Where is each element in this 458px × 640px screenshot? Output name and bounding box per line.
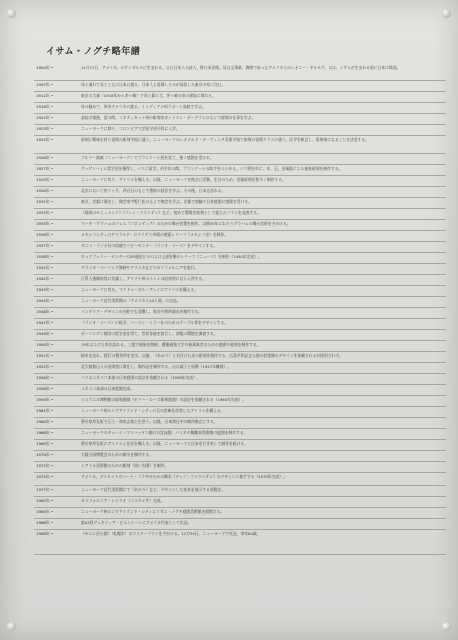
year-label: 1907年 • — [34, 81, 78, 87]
chronology-row — [34, 308, 446, 319]
year-label: 1985年 • — [34, 508, 78, 514]
event-text: 大阪万国博覧会のための噴水を制作する。 — [81, 452, 154, 457]
year-label: 1937年 • — [34, 242, 78, 248]
chronology-row — [34, 440, 446, 451]
event-text: アメリカ、デトロイトのハート・プラザのための噴水《ドッジ・ファウンテン》のデザインに着手する（1979年完成）。 — [81, 474, 287, 479]
event-text: ゼニス・ラジオ社の依頼でベビーモニター《ラジオ・ナース》をデザインする。 — [81, 243, 218, 248]
chronology-row — [34, 275, 446, 286]
chronology-row — [34, 154, 446, 165]
chronology-row — [34, 363, 446, 374]
chronology-row — [34, 209, 446, 220]
event-text: イスラエル博物館の彫刻庭園《ビリー・ローズ彫刻庭園》の設計を依頼される（1965年完成）。 — [81, 397, 247, 402]
event-text: ボーリンゲン財団の奨学金を得て、世界各地を旅行し、余暇の環境を調査する。 — [81, 331, 218, 336]
year-label: 1982年 • — [34, 497, 78, 503]
event-text: ロックフェラー・センターのAP通信ビルの入口上部を飾るレリーフ《ニュース》を制作（1940年完成）。 — [81, 254, 262, 259]
chronology-row — [34, 264, 446, 275]
chronology-row — [34, 497, 446, 508]
chronology-row — [34, 319, 446, 330]
year-label: 1947年 • — [34, 319, 78, 325]
chronology-row — [34, 508, 446, 519]
event-text: グッゲンハイム奨学金を獲得し、パリに留学。約半年の間、ブランクーシの助手をつとめる。パリ滞在中に、木、石、金属板による抽象彫刻を制作する。 — [81, 166, 343, 171]
event-text: 11月17日、アメリカ、ロサンゼルスに生まれる。父は日本人の詩人、野口米次郎。母は文筆業、教師であったアメリカ人のレオニー・ギルモア。父は、イサムが生まれる前に日本に帰国。 — [81, 65, 401, 70]
chronology-row — [34, 198, 446, 209]
event-text: ニューヨーク州ロングアイランド・シティに石の倉庫を改装したアトリエを構える。 — [81, 408, 225, 413]
chronology-row — [34, 297, 446, 308]
chronology-row — [34, 176, 446, 187]
year-label: 1923年 • — [34, 125, 78, 131]
chronology-row — [34, 385, 446, 396]
year-label: 1926年 • — [34, 154, 78, 160]
year-label: 1927年 • — [34, 165, 78, 171]
event-text: 東京、京都に滞在し、陶芸家宇野仁松のもとで陶芸を学ぶ。京都で埴輪や日本庭園に感銘を受ける。 — [81, 199, 252, 204]
event-text: ユネスコ本部の日本庭園完成。 — [81, 386, 135, 391]
year-label: 1944年 • — [34, 297, 78, 303]
year-label: 1969年 • — [34, 440, 78, 446]
event-text: 《ラジオ・ナース》に続き、ハーマン・ミラー社のためのテーブル等をデザインする。 — [81, 320, 229, 325]
event-text: カリフォルニア・シナリオ（コスタメサ）完成。 — [81, 498, 165, 503]
event-text: 香川県牟礼町で石工・和泉正敏と出会う。以後、日本滞在中の制作拠点とする。 — [81, 419, 218, 424]
page-title: イサム・ノグチ略年譜 — [46, 47, 141, 57]
chronology-row — [34, 165, 446, 176]
chronology-row — [34, 374, 446, 385]
event-text: ニューヨーク州ロングアイランド・シティにイサム・ノグチ庭園美術館を開館する。 — [81, 509, 225, 514]
year-label: 1912年 • — [34, 92, 78, 98]
chronology-row — [34, 253, 446, 264]
event-text: パリのユネスコ本部の日本庭園の設計を依頼される（1958年完成）。 — [81, 375, 201, 380]
year-label: 1931年 • — [34, 198, 78, 204]
year-label: 1941年 • — [34, 264, 78, 270]
year-label: 1938年 • — [34, 253, 78, 259]
chronology-row — [34, 220, 446, 231]
year-label: 1933年 • — [34, 209, 78, 215]
event-text: 19年ぶりに日本を訪れる。三越で個展を開催。慶應義塾大学の新萬來舎のための庭園や彫刻を制作する。 — [81, 342, 261, 347]
year-label: 1918年 • — [34, 103, 78, 109]
year-label: 1942年 • — [34, 275, 78, 281]
year-label: 1956年 • — [34, 374, 78, 380]
chronology-row — [34, 418, 446, 429]
chronology-row — [34, 530, 446, 555]
chronology-row — [34, 286, 446, 297]
year-label: 1946年 • — [34, 308, 78, 314]
chronology-row — [34, 187, 446, 198]
year-label: 1964年 • — [34, 418, 78, 424]
chronology-row — [34, 486, 446, 497]
event-text: 《モエレ沼公園》（札幌市）のマスタープランを手がける。12月30日、ニューヨークで死去。享年84歳。 — [81, 531, 261, 536]
event-text: メキシコシティのアベラルド・ロドリゲス市場の壁面レリーフ《メキシコ史》を制作。 — [81, 232, 229, 237]
chronology-row — [34, 341, 446, 352]
event-text: マーサ・グラハムのバレエ《フロンティア》のための舞台装置を制作。以後30年にわたりグラハムの舞台美術を手がける。 — [81, 221, 291, 226]
event-text: アラスカ・ベーリング海峡やアラスカなどのカリフォルニアを旅行。 — [81, 265, 199, 270]
chronology-row — [34, 242, 446, 253]
chronology-row — [34, 519, 446, 530]
year-label: 1958年 • — [34, 385, 78, 391]
year-label: 1977年 • — [34, 486, 78, 492]
event-text: 《地球のモニュメント》《プレイ・マウンテン》など、初めて環境を彫刻として捉えたプランを発表する。 — [81, 210, 261, 215]
year-label: 1970年 • — [34, 451, 78, 457]
event-text: ニューヨークに戻り、アトリエを構える。以後、ニューヨークを拠点に活動。生計のため、肖像彫刻を数多く制作する。 — [81, 177, 286, 182]
event-text: 香川県牟礼町にアトリエと住居を構える。以後、ニューヨークと日本を行き来して制作を続ける。 — [81, 441, 248, 446]
year-label: 1924年 • — [34, 136, 78, 142]
event-text: 彫刻に興味を持ち夜間の彫刻学校に通う。ニューヨークのレオナルド・ダ・ヴィンチ美術学校で彫刻の夜間クラスに通う。医学を断念し、彫刻家になることを決意する。 — [81, 137, 370, 142]
event-text: 岐阜を訪れ、提灯の製作所を見学。以後、《あかり》と名付けた光の彫刻を制作する。広島平和記念公園の慰霊碑のデザインを依頼されるが採用されず。 — [81, 353, 343, 358]
year-label: 1949年 • — [34, 330, 78, 336]
pin-top-left — [7, 9, 16, 18]
year-label: 1904年 • — [34, 64, 78, 70]
year-label: 1930年 • — [34, 187, 78, 193]
year-label: 1922年 • — [34, 114, 78, 120]
year-label: 1951年 • — [34, 352, 78, 358]
year-label: 1986年 • — [34, 519, 78, 525]
pin-bottom-left — [7, 622, 16, 631]
chronology-row — [34, 103, 446, 114]
chronology-row — [34, 407, 446, 418]
pin-top-right — [442, 9, 451, 18]
event-text: インテリア・デザインの分野でも活躍し、家具や照明器具を制作する。 — [81, 309, 203, 314]
event-text: 母の勧めで、単身アメリカに渡る。インディアナ州ラポート高校で学ぶ。 — [81, 104, 206, 109]
event-text: ニューヨークのチェース・マンハッタン銀行の沈床園、バイネキ稀覯本図書館の庭園を制作する。 — [81, 430, 248, 435]
chronology-row — [34, 352, 446, 363]
chronology-row — [34, 114, 446, 125]
chronology-row — [34, 231, 446, 242]
chronology-row — [34, 462, 446, 473]
event-text: 高校卒業後、夏の間、コネティカット州の彫刻家ガットスン・ボーグラムのもとで彫刻の仕事を学ぶ。 — [81, 115, 256, 120]
year-label: 1929年 • — [34, 176, 78, 182]
year-label: 1936年 • — [34, 231, 78, 237]
event-text: 東京の大森（1918年から茅ヶ崎）で母と暮らす。茅ヶ崎の家の建設に関わる。 — [81, 93, 216, 98]
event-text: シアトル美術館のための彫刻《黒い太陽》を制作。 — [81, 463, 169, 468]
chronology-row — [34, 92, 446, 103]
event-text: 北京において約７ヶ月、斉白石のもとで墨絵の技法を学ぶ。その後、日本を訪れる。 — [81, 188, 226, 193]
chronology-row — [34, 136, 446, 154]
chronology-row — [34, 396, 446, 407]
chronology-row — [34, 125, 446, 136]
event-text: ブルマー画廊（ニューヨーク）でブランクーシ展を見て、強く感銘を受ける。 — [81, 155, 214, 160]
chronology-row — [34, 64, 446, 81]
year-label: 1935年 • — [34, 220, 78, 226]
year-label: 1966年 • — [34, 429, 78, 435]
event-text: 第42回ヴェネツィア・ビエンナーレにアメリカ代表として出品。 — [81, 520, 192, 525]
event-text: ニューヨークに移り、コロンビア大学医学部予科に入学。 — [81, 126, 180, 131]
year-label: 1961年 • — [34, 407, 78, 413]
year-label: 1988年 • — [34, 530, 78, 536]
event-text: 日系人強制収容に抗議し、アリゾナ州ポストンの収容所に自ら入所する。 — [81, 276, 207, 281]
chronology-row — [34, 473, 446, 486]
year-label: 1952年 • — [34, 363, 78, 369]
chronology-list — [34, 64, 446, 555]
year-label: 1975年 • — [34, 473, 78, 479]
pin-bottom-right — [442, 622, 451, 631]
event-text: ニューヨーク近代美術館の「アメリカ人14人展」に出品。 — [81, 298, 181, 303]
chronology-row — [34, 429, 446, 440]
event-text: ニューヨークに戻る。マクドゥーガル・アレイにアトリエを構える。 — [81, 287, 199, 292]
chronology-row — [34, 451, 446, 462]
event-text: 母と連れて母とともに日本に渡る。日本人と再婚した父が同居した東京の家に住む。 — [81, 82, 226, 87]
year-label: 1959年 • — [34, 396, 78, 402]
event-text: 北大路魯山人の星岡窯に滞在し、陶作品を制作する。山口淑子と結婚（1957年離婚）。 — [81, 364, 232, 369]
chronology-row — [34, 81, 446, 92]
event-text: ニューヨーク近代美術館にて《あかり》など、デザインした家具を展示する展覧会。 — [81, 487, 226, 492]
year-label: 1972年 • — [34, 462, 78, 468]
year-label: 1950年 • — [34, 341, 78, 347]
chronology-row — [34, 330, 446, 341]
year-label: 1943年 • — [34, 286, 78, 292]
